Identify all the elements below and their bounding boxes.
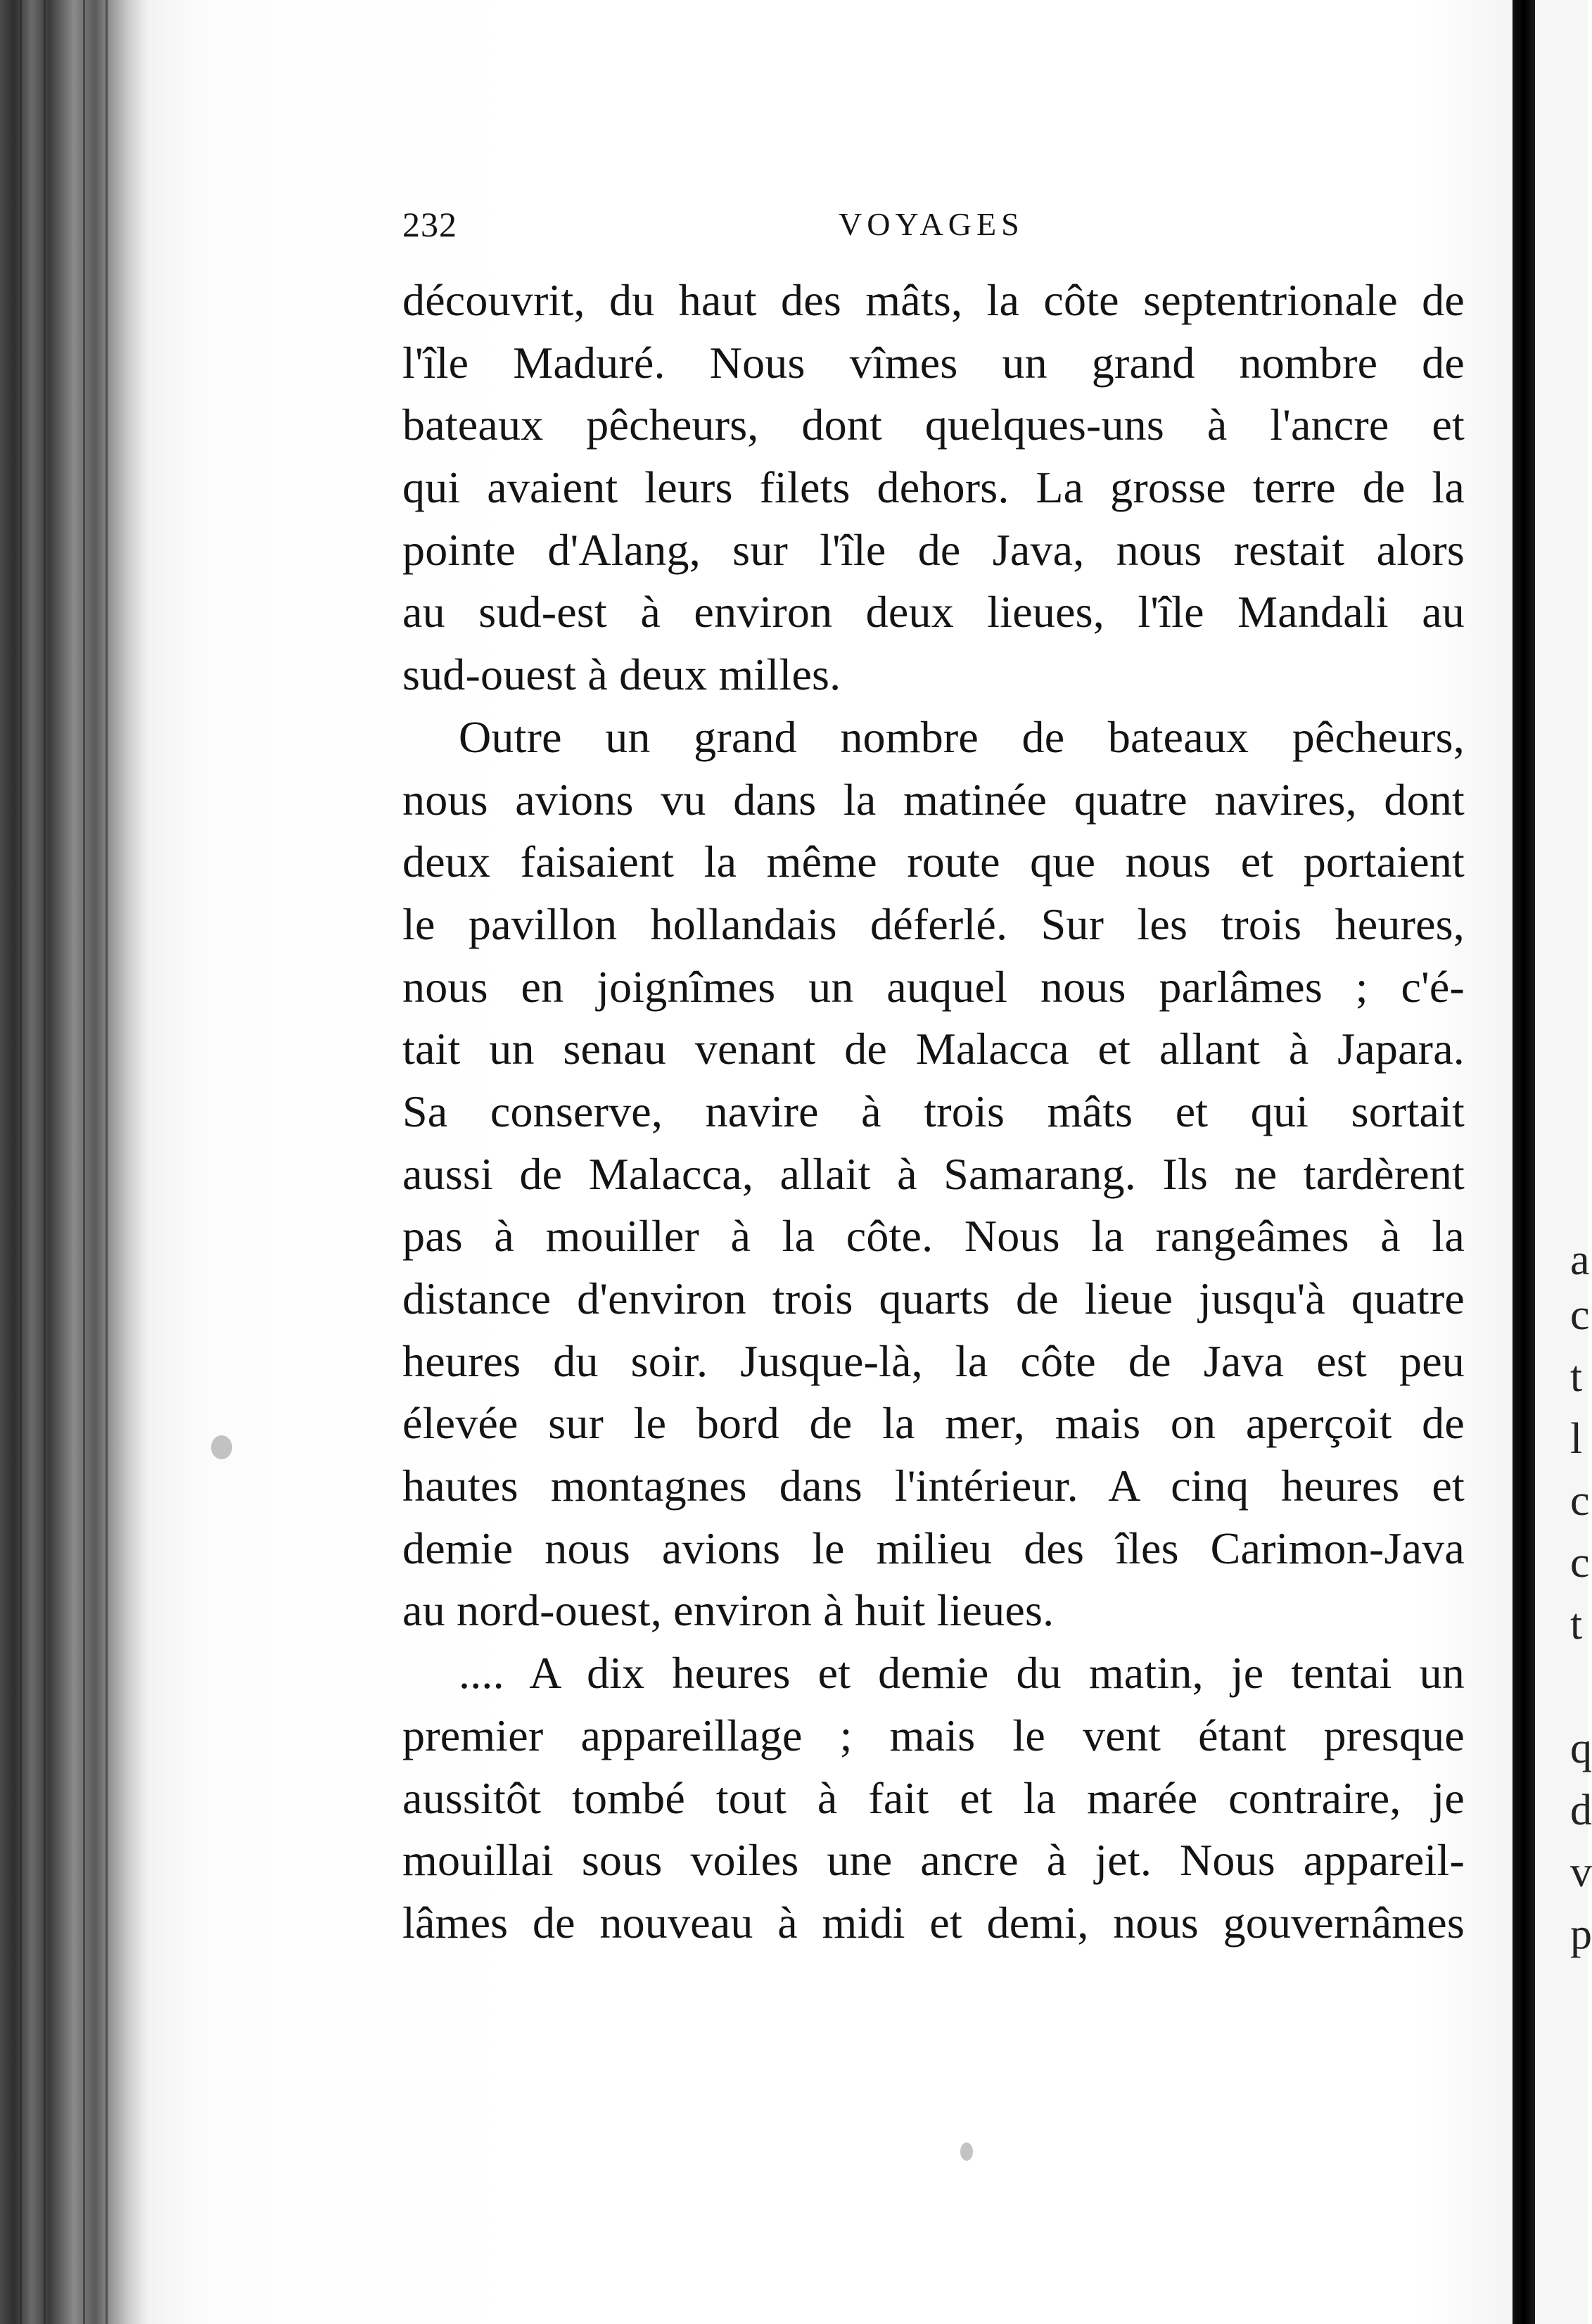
text-line: sud-ouest à deux milles. xyxy=(402,649,841,700)
text-line: tait un senau venant de Malacca et allant à Japara. xyxy=(402,1024,1465,1074)
next-page-glyph: l xyxy=(1570,1415,1583,1463)
text-line: premier appareillage ; mais le vent étant presque xyxy=(402,1710,1465,1760)
next-page-glyph: a xyxy=(1570,1236,1590,1284)
gutter-streak xyxy=(20,0,22,2324)
next-page-glyph: c xyxy=(1570,1539,1590,1587)
text-line: mouillai sous voiles une ancre à jet. Nous appareil- xyxy=(402,1835,1465,1886)
text-line: heures du soir. Jusque-là, la côte de Java est peu xyxy=(402,1335,1465,1386)
next-page-glyph: t xyxy=(1570,1601,1583,1649)
next-page-glyph: d xyxy=(1570,1786,1592,1834)
gutter-streak xyxy=(44,0,46,2324)
running-head xyxy=(402,204,1458,253)
gutter-streak xyxy=(83,0,85,2324)
text-line: aussitôt tombé tout à fait et la marée contraire, je xyxy=(402,1772,1465,1823)
text-line: .... A dix heures et demie du matin, je tentai un xyxy=(459,1648,1465,1698)
text-line: élevée sur le bord de la mer, mais on aperçoit de xyxy=(402,1398,1465,1449)
text-line: qui avaient leurs filets dehors. La grosse terre de la xyxy=(402,462,1465,513)
text-line: Outre un grand nombre de bateaux pêcheurs, xyxy=(459,711,1465,762)
text-line: distance d'environ trois quarts de lieue jusqu'à quatre xyxy=(402,1274,1465,1323)
scan-speck xyxy=(960,2142,973,2161)
next-page-glyph: q xyxy=(1570,1725,1592,1772)
page-right-edge xyxy=(1513,0,1535,2324)
running-title: VOYAGES xyxy=(839,206,1024,242)
text-line: aussi de Malacca, allait à Samarang. Ils ne tardèrent xyxy=(402,1148,1465,1199)
text-line: demie nous avions le milieu des îles Carimon-Java xyxy=(402,1523,1465,1573)
next-page-glyph: c xyxy=(1570,1291,1590,1339)
text-line: pas à mouiller à la côte. Nous la rangeâmes à la xyxy=(402,1211,1465,1262)
page-number: 232 xyxy=(402,205,457,244)
book-gutter xyxy=(0,0,151,2324)
text-line: le pavillon hollandais déferlé. Sur les trois heures, xyxy=(402,899,1465,949)
text-line: l'île Maduré. Nous vîmes un grand nombre de xyxy=(402,337,1465,388)
text-line: bateaux pêcheurs, dont quelques-uns à l'ancre et xyxy=(402,400,1465,450)
text-line: nous en joignîmes un auquel nous parlâmes ; c'é- xyxy=(402,961,1465,1012)
scan-speck xyxy=(211,1435,232,1459)
body-text xyxy=(402,269,1465,1955)
next-page-glyph: c xyxy=(1570,1477,1590,1525)
text-line: nous avions vu dans la matinée quatre navires, dont xyxy=(402,774,1465,825)
next-page-glyph: p xyxy=(1570,1910,1592,1958)
text-line: au sud-est à environ deux lieues, l'île Mandali au xyxy=(402,587,1465,637)
text-line: hautes montagnes dans l'intérieur. A cinq heures et xyxy=(402,1461,1465,1511)
text-line: pointe d'Alang, sur l'île de Java, nous restait alors xyxy=(402,524,1465,575)
text-line: deux faisaient la même route que nous et portaient xyxy=(402,837,1465,887)
next-page-glyph: v xyxy=(1570,1848,1592,1896)
text-line: Sa conserve, navire à trois mâts et qui sortait xyxy=(402,1086,1465,1136)
next-page-glyph: t xyxy=(1570,1353,1583,1401)
text-line: découvrit, du haut des mâts, la côte septentrionale de xyxy=(402,275,1465,325)
gutter-streak xyxy=(106,0,108,2324)
text-line: au nord-ouest, environ à huit lieues. xyxy=(402,1585,1055,1636)
text-line: lâmes de nouveau à midi et demi, nous gouvernâmes xyxy=(402,1897,1465,1948)
next-page-strip xyxy=(1535,0,1588,2324)
